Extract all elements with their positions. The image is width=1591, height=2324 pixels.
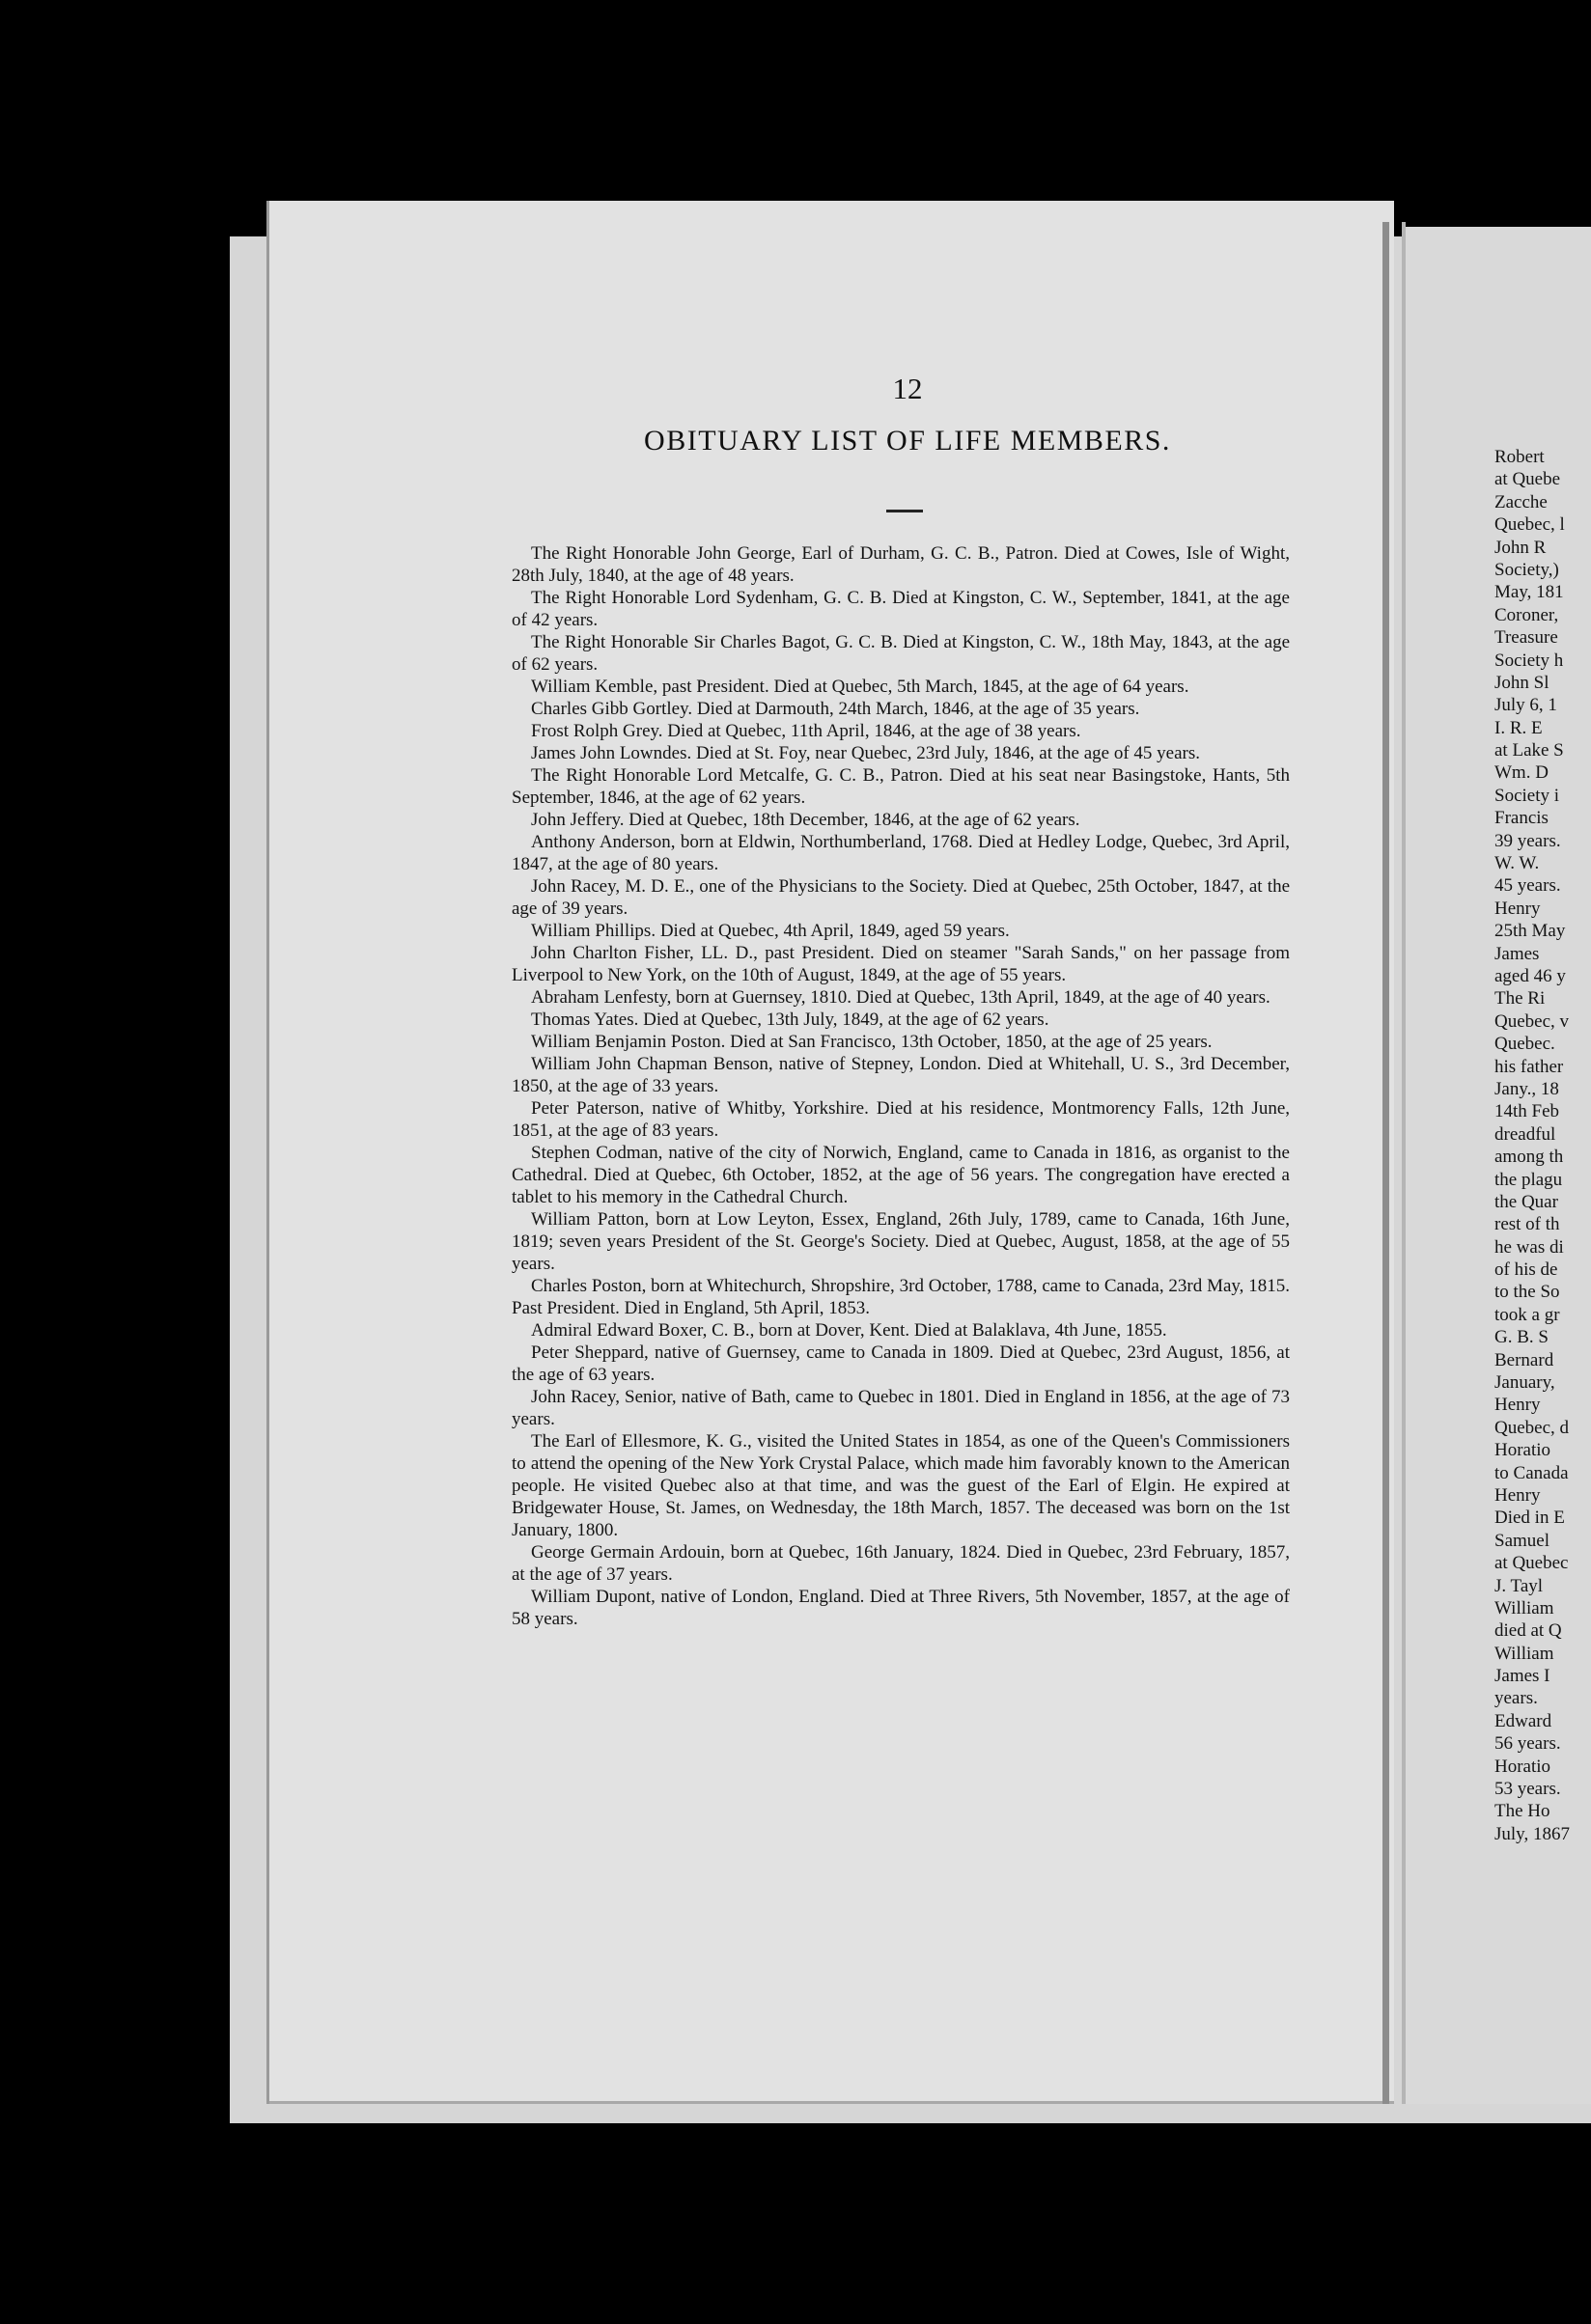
next-page-line: J. Tayl (1494, 1575, 1544, 1596)
next-page-line: July 6, 1 (1494, 695, 1557, 716)
obituary-entry: Charles Poston, born at Whitechurch, Shropshire, 3rd October, 1788, came to Canada, 23rd May, 1815. Past President. Died in England, 5th April, 1853. (512, 1276, 1290, 1318)
obituary-entry: Peter Sheppard, native of Guernsey, came to Canada in 1809. Died at Quebec, 23rd August, 1856, at the age of 63 years. (512, 1342, 1290, 1385)
next-page-line: died at Q (1494, 1620, 1562, 1642)
obituary-entry: William John Chapman Benson, native of Stepney, London. Died at Whitehall, U. S., 3rd December, 1850, at the age of 33 years. (512, 1054, 1290, 1096)
next-page-line: Quebec, l (1494, 514, 1565, 536)
next-page-line: Zacche (1494, 491, 1548, 512)
next-page-line: years. (1494, 1688, 1538, 1709)
next-page-line: among th (1494, 1147, 1564, 1168)
next-page-line: William (1494, 1597, 1554, 1618)
next-page-line: Quebec, d (1494, 1417, 1570, 1438)
next-page-line: G. B. S (1494, 1327, 1549, 1348)
next-page-line: Henry (1494, 1484, 1541, 1506)
obituary-list (512, 542, 1290, 1630)
next-page-line: 53 years. (1494, 1779, 1561, 1800)
next-page-line: Coroner, (1494, 604, 1559, 625)
page-number: 12 (892, 372, 923, 405)
obituary-entry: The Right Honorable Sir Charles Bagot, G. C. B. Died at Kingston, C. W., 18th May, 1843, at the age of 62 years. (512, 632, 1290, 675)
obituary-entry: William Dupont, native of London, England. Died at Three Rivers, 5th November, 1857, at the age of 58 years. (512, 1587, 1290, 1629)
next-page-line: 39 years. (1494, 830, 1561, 851)
obituary-entry: The Right Honorable John George, Earl of Durham, G. C. B., Patron. Died at Cowes, Isle of Wight, 28th July, 1840, at the age of 48 years. (512, 543, 1290, 586)
next-page-line: Francis (1494, 808, 1549, 829)
obituary-entry: Frost Rolph Grey. Died at Quebec, 11th April, 1846, at the age of 38 years. (531, 721, 1081, 741)
next-page-line: Jany., 18 (1494, 1078, 1559, 1099)
next-page-line: 14th Feb (1494, 1101, 1560, 1122)
obituary-entry: The Right Honorable Lord Metcalfe, G. C. B., Patron. Died at his seat near Basingstoke, Hants, 5th September, 1846, at the age of 62 years. (512, 765, 1290, 808)
next-page-line: Wm. D (1494, 762, 1549, 784)
next-page-line: The Ho (1494, 1801, 1550, 1822)
obituary-entry: John Charlton Fisher, LL. D., past President. Died on steamer "Sarah Sands," on her passage from Liverpool to New York, on the 10th of August, 1849, at the age of 55 years. (512, 943, 1290, 985)
next-page-line: January, (1494, 1372, 1555, 1394)
obituary-entry: John Jeffery. Died at Quebec, 18th December, 1846, at the age of 62 years. (531, 810, 1080, 830)
next-page-line: Society h (1494, 650, 1564, 671)
next-page-line: Quebec, v (1494, 1010, 1570, 1032)
next-page-line: Died in E (1494, 1508, 1565, 1529)
next-page-line: Robert (1494, 447, 1545, 467)
next-page-line: dreadful (1494, 1123, 1556, 1145)
next-page-line: Edward (1494, 1710, 1552, 1731)
next-page-line: to the So (1494, 1282, 1560, 1303)
next-page-line: at Quebec (1494, 1553, 1569, 1574)
obituary-entry: James John Lowndes. Died at St. Foy, near Quebec, 23rd July, 1846, at the age of 45 years. (531, 743, 1200, 763)
obituary-entry: Abraham Lenfesty, born at Guernsey, 1810. Died at Quebec, 13th April, 1849, at the age of 40 years. (531, 987, 1270, 1008)
obituary-entry: William Phillips. Died at Quebec, 4th April, 1849, aged 59 years. (531, 921, 1010, 941)
obituary-entry: Thomas Yates. Died at Quebec, 13th July, 1849, at the age of 62 years. (531, 1010, 1049, 1030)
next-page-line: James (1494, 943, 1540, 964)
next-page-line: Bernard (1494, 1349, 1554, 1370)
next-page-line: Society,) (1494, 559, 1559, 580)
next-page-line: July, 1867 (1494, 1823, 1570, 1844)
next-page-line: 56 years. (1494, 1733, 1561, 1755)
obituary-entry: Charles Gibb Gortley. Died at Darmouth, 24th March, 1846, at the age of 35 years. (531, 699, 1140, 719)
next-page-line: James I (1494, 1666, 1550, 1687)
obituary-entry: William Kemble, past President. Died at Quebec, 5th March, 1845, at the age of 64 years. (531, 677, 1189, 697)
obituary-entry: John Racey, Senior, native of Bath, came to Quebec in 1801. Died in England in 1856, at the age of 73 years. (512, 1387, 1290, 1429)
obituary-entry: The Right Honorable Lord Sydenham, G. C. B. Died at Kingston, C. W., September, 1841, at the age of 42 years. (512, 588, 1290, 630)
next-page-line: he was di (1494, 1236, 1564, 1258)
next-page-line: Henry (1494, 898, 1541, 919)
page-gutter-edge (1402, 222, 1406, 2104)
next-page-line: Henry (1494, 1395, 1541, 1416)
obituary-entry: William Benjamin Poston. Died at San Francisco, 13th October, 1850, at the age of 25 years. (531, 1032, 1213, 1052)
next-page-line: Treasure (1494, 627, 1558, 649)
next-page-line: 45 years. (1494, 875, 1561, 897)
obituary-entry: John Racey, M. D. E., one of the Physicians to the Society. Died at Quebec, 25th October, 1847, at the age of 39 years. (512, 876, 1290, 919)
next-page-line: John R (1494, 537, 1547, 558)
obituary-entry: Anthony Anderson, born at Eldwin, Northumberland, 1768. Died at Hedley Lodge, Quebec, 3rd April, 1847, at the age of 80 years. (512, 832, 1290, 874)
next-page-line: John Sl (1494, 672, 1549, 693)
page-gutter (1382, 222, 1389, 2104)
next-page-line: to Canada (1494, 1462, 1569, 1483)
next-page-line: at Quebe (1494, 469, 1561, 490)
next-page-line: aged 46 y (1494, 965, 1566, 986)
obituary-entry: Admiral Edward Boxer, C. B., born at Dover, Kent. Died at Balaklava, 4th June, 1855. (531, 1320, 1167, 1341)
next-page-line: at Lake S (1494, 740, 1564, 761)
next-page-line: Horatio (1494, 1440, 1551, 1461)
next-page-line: William (1494, 1643, 1554, 1664)
next-page-line: rest of th (1494, 1214, 1560, 1235)
title-rule (886, 510, 923, 512)
next-page-line: Horatio (1494, 1756, 1551, 1777)
obituary-entry: Stephen Codman, native of the city of Norwich, England, came to Canada in 1816, as organist to the Cathedral. Died at Quebec, 6th October, 1852, at the age of 56 years. The congregation have erected a tablet to his memory in the Cathedral Church. (512, 1143, 1290, 1207)
next-page-line: May, 181 (1494, 582, 1564, 603)
next-page-line: The Ri (1494, 988, 1546, 1010)
obituary-entry: William Patton, born at Low Leyton, Essex, England, 26th July, 1789, came to Canada, 16th June, 1819; seven years President of the St. George's Society. Died at Quebec, August, 1858, at the age of 55 years. (512, 1209, 1290, 1274)
next-page-line: the plagu (1494, 1169, 1563, 1190)
next-page-line: of his de (1494, 1259, 1558, 1281)
next-page-line: took a gr (1494, 1304, 1560, 1325)
next-page-line: Samuel (1494, 1530, 1549, 1551)
obituary-entry: Peter Paterson, native of Whitby, Yorkshire. Died at his residence, Montmorency Falls, 12th June, 1851, at the age of 83 years. (512, 1098, 1290, 1141)
next-page-line: Society i (1494, 785, 1560, 806)
next-page-line: 25th May (1494, 921, 1566, 942)
next-page-line: Quebec. (1494, 1034, 1555, 1055)
next-page-text (1494, 446, 1591, 1845)
obituary-entry: The Earl of Ellesmore, K. G., visited the United States in 1854, as one of the Queen's Commissioners to attend the opening of the New York Crystal Palace, which made him favorably known to the American people. He visited Quebec also at that time, and was the guest of the Earl of Elgin. He expired at Bridgewater House, St. James, on Wednesday, the 18th March, 1857. The deceased was born on the 1st January, 1800. (512, 1431, 1290, 1540)
next-page-line: W. W. (1494, 853, 1540, 874)
next-page-line: the Quar (1494, 1191, 1558, 1212)
next-page-line: his father (1494, 1056, 1564, 1077)
next-page-line: I. R. E (1494, 717, 1543, 738)
obituary-entry: George Germain Ardouin, born at Quebec, 16th January, 1824. Died in Quebec, 23rd February, 1857, at the age of 37 years. (512, 1542, 1290, 1585)
page-title: OBITUARY LIST OF LIFE MEMBERS. (644, 425, 1171, 456)
